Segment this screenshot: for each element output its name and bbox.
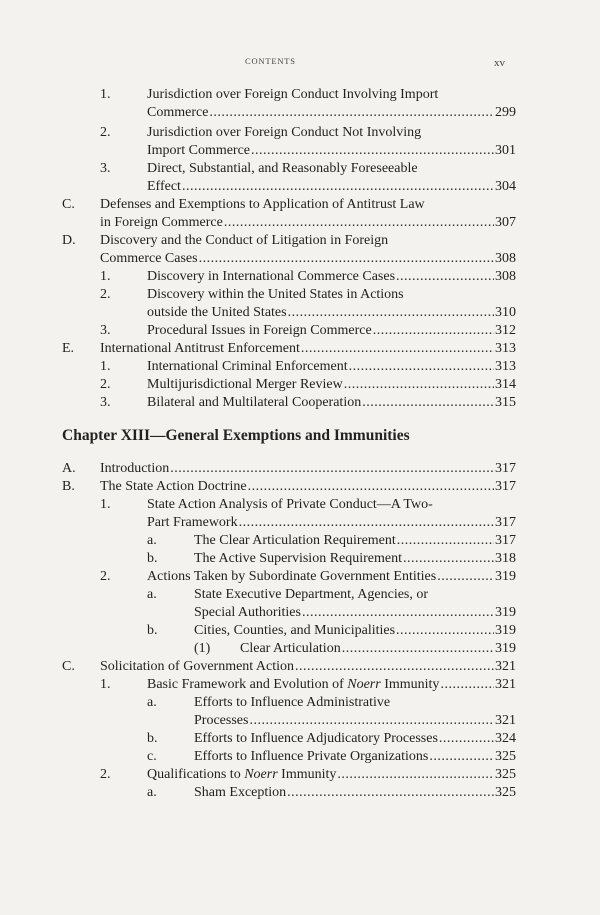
dot-leader bbox=[287, 784, 494, 802]
toc-entry-title: Direct, Substantial, and Reasonably Foreseeable bbox=[147, 161, 418, 176]
toc-entry-marker: b. bbox=[147, 731, 158, 746]
toc-entry-marker: D. bbox=[62, 233, 76, 248]
toc-entry-marker: c. bbox=[147, 749, 157, 764]
dot-leader bbox=[342, 640, 494, 658]
toc-entry-title: Sham Exception ..... 325 bbox=[194, 784, 516, 802]
toc-entry-title: International Criminal Enforcement ..... 313 bbox=[147, 358, 516, 376]
toc-entry-page: 325 bbox=[495, 767, 516, 782]
toc-entry-title: Multijurisdictional Merger Review ..... 314 bbox=[147, 376, 516, 394]
toc-entry-title: Bilateral and Multilateral Cooperation ..... 315 bbox=[147, 394, 516, 412]
dot-leader bbox=[396, 622, 494, 640]
toc-entry-continuation: Commerce ..... 299 bbox=[147, 104, 516, 122]
dot-leader bbox=[295, 658, 494, 676]
toc-entry-page: 321 bbox=[495, 677, 516, 692]
toc-entry-title: Discovery and the Conduct of Litigation in Foreign bbox=[100, 233, 389, 248]
toc-entry-title: Discovery within the United States in Actions bbox=[147, 287, 404, 302]
toc-entry-page: 319 bbox=[495, 569, 516, 584]
toc-entry-title: Discovery in International Commerce Cases ..... 308 bbox=[147, 268, 516, 286]
toc-entry-marker: 1. bbox=[100, 269, 111, 284]
dot-leader bbox=[239, 514, 494, 532]
toc-entry-title: Qualifications to Noerr Immunity ..... 325 bbox=[147, 766, 516, 784]
toc-entry-page: 310 bbox=[495, 305, 516, 320]
toc-entry-marker: b. bbox=[147, 551, 158, 566]
toc-entry-marker: C. bbox=[62, 197, 75, 212]
toc-entry-marker: (1) bbox=[194, 641, 211, 656]
dot-leader bbox=[249, 712, 494, 730]
toc-entry-page: 317 bbox=[495, 479, 516, 494]
toc-entry-page: 308 bbox=[495, 269, 516, 284]
toc-entry-title: Defenses and Exemptions to Application of Antitrust Law bbox=[100, 197, 425, 212]
toc-entry-marker: B. bbox=[62, 479, 75, 494]
toc-entry-title: The State Action Doctrine ..... 317 bbox=[100, 478, 516, 496]
toc-entry-page: 321 bbox=[495, 659, 516, 674]
toc-entry-continuation: Processes ..... 321 bbox=[194, 712, 516, 730]
toc-entry-marker: 2. bbox=[100, 125, 111, 140]
toc-entry-title: State Action Analysis of Private Conduct—A Two- bbox=[147, 497, 433, 512]
toc-entry-title: The Active Supervision Requirement ..... 318 bbox=[194, 550, 516, 568]
toc-entry-marker: a. bbox=[147, 695, 157, 710]
dot-leader bbox=[439, 730, 494, 748]
toc-entry-marker: 2. bbox=[100, 377, 111, 392]
toc-entry-page: 319 bbox=[495, 605, 516, 620]
toc-entry-page: 313 bbox=[495, 341, 516, 356]
toc-entry-page: 301 bbox=[495, 143, 516, 158]
toc-entry-marker: a. bbox=[147, 587, 157, 602]
dot-leader bbox=[170, 460, 494, 478]
dot-leader bbox=[396, 268, 494, 286]
toc-entry-page: 317 bbox=[495, 461, 516, 476]
toc-entry-marker: C. bbox=[62, 659, 75, 674]
toc-entry-title: Actions Taken by Subordinate Government Entities ..... 319 bbox=[147, 568, 516, 586]
toc-entry-continuation: Special Authorities ..... 319 bbox=[194, 604, 516, 622]
toc-entry-title: The Clear Articulation Requirement ..... 317 bbox=[194, 532, 516, 550]
toc-entry-title: State Executive Department, Agencies, or bbox=[194, 587, 429, 602]
toc-entry-page: 319 bbox=[495, 623, 516, 638]
toc-entry-page: 317 bbox=[495, 515, 516, 530]
dot-leader bbox=[429, 748, 494, 766]
dot-leader bbox=[301, 340, 494, 358]
toc-entry-title: Clear Articulation ..... 319 bbox=[240, 640, 516, 658]
toc-entry-page: 307 bbox=[495, 215, 516, 230]
toc-entry-page: 325 bbox=[495, 785, 516, 800]
dot-leader bbox=[288, 304, 494, 322]
toc-entry-page: 318 bbox=[495, 551, 516, 566]
toc-entry-title: Efforts to Influence Administrative bbox=[194, 695, 391, 710]
toc-entry-marker: E. bbox=[62, 341, 75, 356]
dot-leader bbox=[349, 358, 494, 376]
toc-entry-title: Introduction ..... 317 bbox=[100, 460, 516, 478]
toc-entry-marker: 2. bbox=[100, 569, 111, 584]
toc-entry-title: Basic Framework and Evolution of Noerr Immunity ..... 321 bbox=[147, 676, 516, 694]
toc-entry-marker: b. bbox=[147, 623, 158, 638]
toc-entry-continuation: Effect ..... 304 bbox=[147, 178, 516, 196]
dot-leader bbox=[199, 250, 494, 268]
dot-leader bbox=[337, 766, 494, 784]
dot-leader bbox=[397, 532, 494, 550]
toc-entry-page: 308 bbox=[495, 251, 516, 266]
toc-entry-title: Jurisdiction over Foreign Conduct Not Involving bbox=[147, 125, 422, 140]
dot-leader bbox=[362, 394, 494, 412]
dot-leader bbox=[302, 604, 494, 622]
toc-entry-title: Cities, Counties, and Municipalities ..... 319 bbox=[194, 622, 516, 640]
running-head: CONTENTS bbox=[245, 56, 296, 66]
dot-leader bbox=[182, 178, 494, 196]
toc-entry-title: Procedural Issues in Foreign Commerce ..... 312 bbox=[147, 322, 516, 340]
chapter-title: Chapter XIII—General Exemptions and Immunities bbox=[62, 427, 410, 444]
toc-entry-marker: 3. bbox=[100, 395, 111, 410]
dot-leader bbox=[440, 676, 494, 694]
toc-entry-page: 304 bbox=[495, 179, 516, 194]
toc-entry-page: 315 bbox=[495, 395, 516, 410]
toc-entry-marker: a. bbox=[147, 785, 157, 800]
dot-leader bbox=[403, 550, 494, 568]
toc-entry-page: 317 bbox=[495, 533, 516, 548]
toc-entry-title: Jurisdiction over Foreign Conduct Involving Import bbox=[147, 87, 439, 102]
toc-entry-marker: A. bbox=[62, 461, 76, 476]
dot-leader bbox=[251, 142, 494, 160]
page-number: xv bbox=[494, 57, 505, 69]
toc-entry-title: Efforts to Influence Private Organizations ..... 325 bbox=[194, 748, 516, 766]
toc-entry-title: International Antitrust Enforcement ..... 313 bbox=[100, 340, 516, 358]
toc-entry-page: 319 bbox=[495, 641, 516, 656]
toc-entry-marker: 1. bbox=[100, 497, 111, 512]
toc-entry-page: 313 bbox=[495, 359, 516, 374]
toc-entry-title: Solicitation of Government Action ..... 321 bbox=[100, 658, 516, 676]
toc-entry-marker: 1. bbox=[100, 87, 111, 102]
dot-leader bbox=[209, 104, 494, 122]
toc-entry-marker: 1. bbox=[100, 359, 111, 374]
dot-leader bbox=[344, 376, 494, 394]
toc-entry-title: Efforts to Influence Adjudicatory Processes ..... 324 bbox=[194, 730, 516, 748]
toc-entry-continuation: Commerce Cases ..... 308 bbox=[100, 250, 516, 268]
toc-entry-page: 312 bbox=[495, 323, 516, 338]
toc-entry-page: 325 bbox=[495, 749, 516, 764]
toc-entry-page: 299 bbox=[495, 105, 516, 120]
toc-entry-continuation: Part Framework ..... 317 bbox=[147, 514, 516, 532]
dot-leader bbox=[437, 568, 494, 586]
toc-entry-marker: 2. bbox=[100, 767, 111, 782]
dot-leader bbox=[224, 214, 494, 232]
toc-entry-marker: a. bbox=[147, 533, 157, 548]
toc-entry-marker: 3. bbox=[100, 323, 111, 338]
toc-entry-continuation: Import Commerce ..... 301 bbox=[147, 142, 516, 160]
toc-entry-marker: 3. bbox=[100, 161, 111, 176]
dot-leader bbox=[248, 478, 494, 496]
toc-entry-continuation: outside the United States ..... 310 bbox=[147, 304, 516, 322]
toc-entry-marker: 2. bbox=[100, 287, 111, 302]
dot-leader bbox=[373, 322, 494, 340]
toc-entry-continuation: in Foreign Commerce ..... 307 bbox=[100, 214, 516, 232]
toc-entry-page: 314 bbox=[495, 377, 516, 392]
toc-entry-page: 321 bbox=[495, 713, 516, 728]
toc-entry-marker: 1. bbox=[100, 677, 111, 692]
toc-entry-page: 324 bbox=[495, 731, 516, 746]
